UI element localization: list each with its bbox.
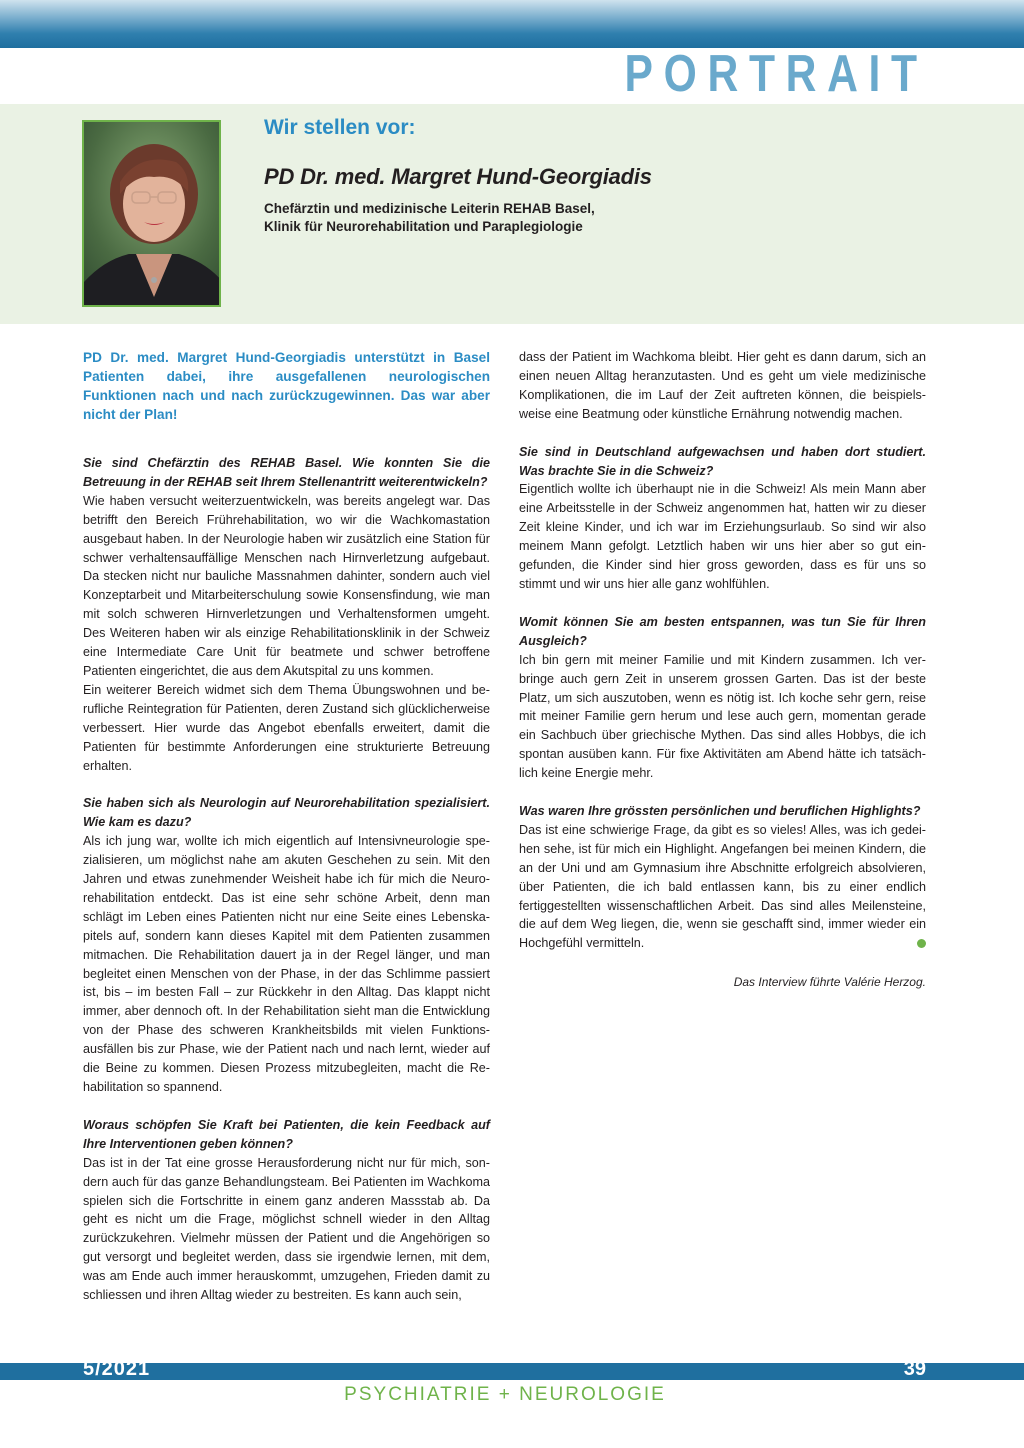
answer-3: Das ist in der Tat eine grosse Herausforderung nicht nur für mich, sondern auch für das ganze Behandlungsteam. Bei Patienten im Wachkoma spielen sich die Fortschritte in einem ganz anderen Massstab ab. Da geht es nicht um die Frage, möglichst schnell wieder in den Alltag zurückzukehren. Vielmehr müssen der Patient und die Angehörigen so gut versorgt und begleitet werden, dass sie irgendwie lernen, mit dem, was am Ende auch immer herauskommt, umzugehen, Frieden damit zu schliessen und ihren Alltag wieder zu bestreiten. Es kann auch sein, bbox=[83, 1155, 490, 1303]
person-name: PD Dr. med. Margret Hund-Georgiadis bbox=[264, 164, 652, 189]
intro-label: Wir stellen vor: bbox=[264, 116, 416, 139]
answer-6: Das ist eine schwierige Frage, da gibt es so vieles! Alles, was ich gedeihen sehe, ist für mich ein Highlight. Angefangen bei meinen Kindern, die an der Uni und am Gymnasium ihre Abschnitte erfolgreich absolvieren, über Patienten, die ich bald entlassen kann, bis zu einer endlich fertiggestellten wissenschaftlichen Arbeit. Das sind alles Meilensteine, die auf dem Weg liegen, die, wenn sie geschafft sind, immer wieder ein Hochgefühl vermitteln. bbox=[519, 822, 926, 951]
question-5: Womit können Sie am besten entspannen, was tun Sie für Ihren Ausgleich? bbox=[519, 614, 926, 648]
question-6: Was waren Ihre grössten persönlichen und beruflichen Highlights? bbox=[519, 804, 921, 819]
portrait-illustration bbox=[84, 122, 221, 307]
question-1: Sie sind Chefärztin des REHAB Basel. Wie konnten Sie die Betreuung in der REHAB seit Ihrem Stellenantritt weiterentwickeln? bbox=[83, 456, 490, 489]
journal-title: PSYCHIATRIE + NEUROLOGIE bbox=[344, 1384, 666, 1405]
top-color-band bbox=[0, 0, 1024, 48]
footer-bar bbox=[0, 1363, 1024, 1380]
article-column-left bbox=[83, 348, 490, 1305]
end-of-article-dot-icon bbox=[917, 939, 926, 948]
issue-number: 5/2021 bbox=[83, 1358, 151, 1380]
answer-5: Ich bin gern mit meiner Familie und mit Kindern zusammen. Ich verbringe auch gern Zeit in unserem grossen Garten. Das ist der beste Platz, um sich auszutoben, wenn es nötig ist. Ich koche sehr gern, reise mit meiner Familie gern herum und lese auch gern, momentan gerade ein Sachbuch über griechische Mythen. Das sind alles Hobbys, die ich spontan ausüben kann. Für fixe Aktivitäten am Abend hätte ich tatsächlich keine Energie mehr. bbox=[519, 652, 926, 781]
answer-3-continued: dass der Patient im Wachkoma bleibt. Hier geht es dann darum, sich an einen neuen Alltag heranzutasten. Und es geht um viele medizinische Komplikationen, die im Lauf der Zeit auftreten können, die beispielsweise eine Beatmung oder künstliche Ernährung notwendig machen. bbox=[519, 350, 926, 421]
section-tag: PORTRAIT bbox=[624, 45, 928, 103]
portrait-photo bbox=[82, 120, 221, 307]
interview-credit: Das Interview führte Valérie Herzog. bbox=[733, 975, 926, 990]
answer-6-wrapper bbox=[519, 821, 926, 953]
role-line-1: Chefärztin und medizinische Leiterin REHAB Basel, bbox=[264, 201, 595, 216]
page-number: 39 bbox=[903, 1358, 926, 1380]
question-4: Sie sind in Deutschland aufgewachsen und haben dort studiert. Was brachte Sie in die Schweiz? bbox=[519, 444, 926, 478]
article-lead: PD Dr. med. Margret Hund-Georgiadis unterstützt in Basel Patienten dabei, ihre ausgefallenen neurologischen Funktionen nach und nach zurückzugewinnen. Das war aber nicht der Plan! bbox=[83, 350, 490, 422]
person-role bbox=[264, 200, 595, 236]
answer-1-paragraph-1: Wie haben versucht weiterzuentwickeln, was bereits angelegt war. Das betrifft den Bereich Frührehabilitation, wo wir die Wachkomastation ausgebaut haben. In der Neurologie haben wir zusätzlich eine Station für schwer verhaltensauffällige Menschen nach Hirnverletzung aufgebaut. Da stecken nicht nur bauliche Massnahmen dahinter, sondern auch viel Konzeptarbeit und Mitarbeiterschulung sowie Konsensfindung, wie man mit solch schweren Hirnverletzungen und Verhaltensformen umgeht. Des Weiteren haben wir als einzige Rehabilitationsklinik in der Schweiz eine Intermediate Care Unit für beatmete und schwer betroffene Patienten eingerichtet, die aus dem Akutspital zu uns kommen. bbox=[83, 493, 490, 678]
answer-1-paragraph-2: Ein weiterer Bereich widmet sich dem Thema Übungswohnen und berufliche Reintegration für Patienten, deren Zustand sich glücklicherweise verbessert. Hier wurde das Angebot ebenfalls erweitert, damit die Patienten für bestimmte Anforderungen eine strukturierte Betreuung erhalten. bbox=[83, 682, 490, 773]
question-2: Sie haben sich als Neurologin auf Neurorehabilitation spezialisiert. Wie kam es dazu? bbox=[83, 796, 490, 830]
role-line-2: Klinik für Neurorehabilitation und Paraplegiologie bbox=[264, 219, 583, 234]
article-column-right bbox=[519, 348, 926, 992]
answer-2: Als ich jung war, wollte ich mich eigentlich auf Intensivneurologie spezialisieren, um möglichst nahe am akuten Geschehen zu sein. Mit den Jahren und etwas zunehmender Weisheit habe ich für mich die Neurorehabilitation entdeckt. Das ist eine sehr schöne Arbeit, denn man schlägt im Leben eines Patienten nicht nur eine Seite eines Lebenskapitels auf, sondern kann dieses Kapitel mit dem Patienten zusammen mitmachen. Die Rehabilitation dauert ja in der Regel länger, und man begleitet einen Menschen von der Phase, in der das Schlimme passiert ist, bis – im besten Fall – zur Rückkehr in den Alltag. Das klappt nicht immer, aber dennoch oft. In der Rehabilitation sieht man die Entwicklung von der Phase des schweren Krankheitsbilds mit vielen Funktionsausfällen bis zur Phase, wie der Patient nach und nach lernt, wieder auf die Beine zu kommen. Diesen Prozess mitzubegleiten, macht die Rehabilitation so spannend. bbox=[83, 834, 490, 1094]
question-3: Woraus schöpfen Sie Kraft bei Patienten, die kein Feedback auf Ihre Interventionen geben können? bbox=[83, 1117, 490, 1151]
answer-4: Eigentlich wollte ich überhaupt nie in die Schweiz! Als mein Mann aber eine Arbeitsstelle in der Schweiz angenommen hat, hatten wir zu dieser Zeit kleine Kinder, und ich war im Erziehungsurlaub. So sind wir also meinem Mann gefolgt. Letztlich haben wir uns hier aber so gut eingefunden, die Kinder sind hier gross geworden, dass es für uns so stimmt und wir uns hier alle ganz wohlfühlen. bbox=[519, 482, 926, 591]
